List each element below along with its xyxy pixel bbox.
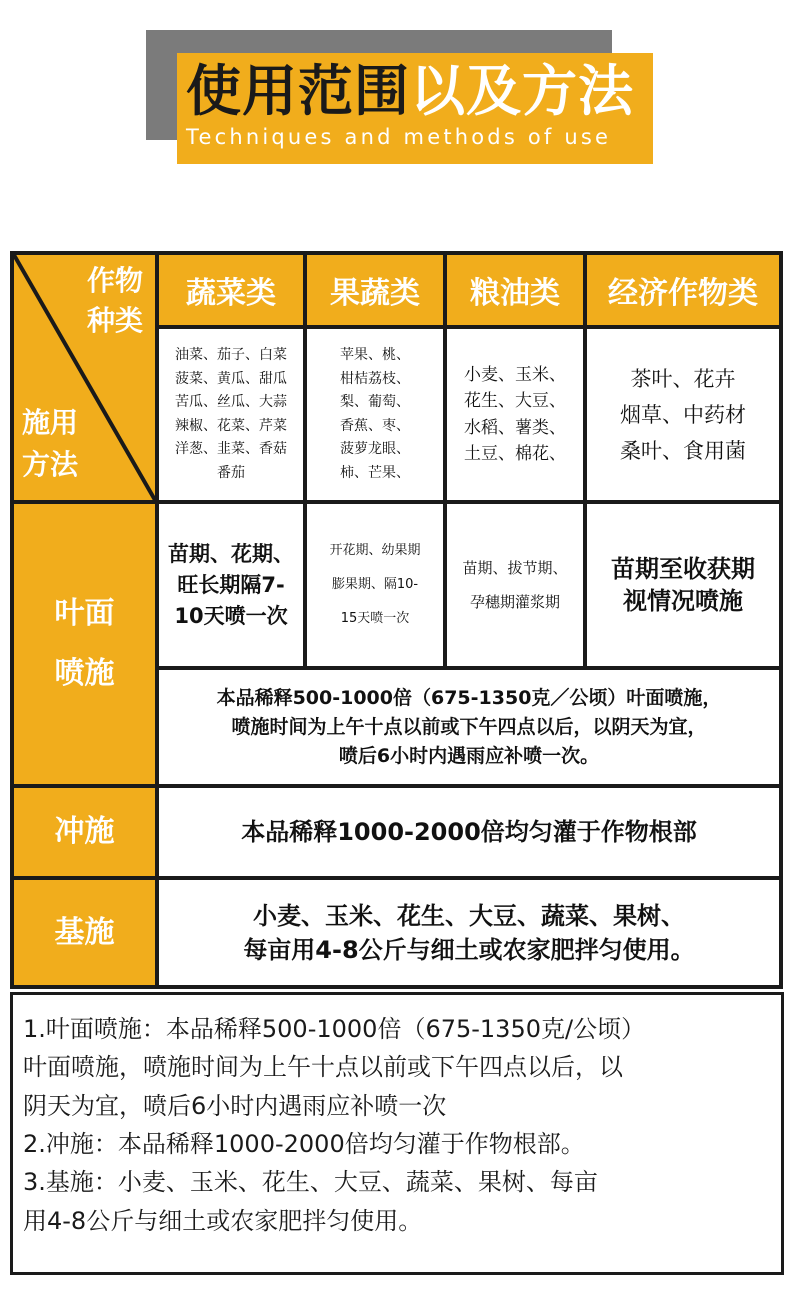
note-line-5: 3.基施：小麦、玉米、花生、大豆、蔬菜、果树、每亩 — [23, 1168, 598, 1196]
timing-line: 孕穗期灌浆期 — [469, 593, 560, 611]
usage-notes-box — [10, 992, 784, 1275]
crop-list-line: 桑叶、食用菌 — [620, 438, 746, 463]
timing-line: 苗期、花期、 — [168, 541, 294, 566]
note-line-2: 叶面喷施，喷施时间为上午十点以前或下午四点以后，以 — [23, 1053, 623, 1081]
note-line: 本品稀释500-1000倍（675-1350克／公顷）叶面喷施， — [216, 686, 722, 709]
timing-line: 膨果期、隔10- — [331, 577, 419, 592]
crop-list-line: 梨、葡萄、 — [340, 394, 410, 410]
crop-list-cash-crops — [587, 329, 779, 500]
note-line-3: 阴天为宜，喷后6小时内遇雨应补喷一次 — [23, 1092, 447, 1120]
timing-line: 开花期、幼果期 — [329, 543, 421, 558]
crop-list-line: 洋葱、韭菜、香菇 — [175, 441, 287, 457]
timing-line: 苗期至收获期 — [611, 555, 755, 583]
crop-list-line: 柿、芒果、 — [340, 464, 410, 481]
category-header-vegetables: 蔬菜类 — [159, 255, 303, 325]
timing-line: 苗期、拔节期、 — [462, 559, 568, 577]
foliar-timing-cash-crops — [587, 504, 779, 666]
timing-line: 视情况喷施 — [623, 587, 743, 615]
crop-list-line: 番茄 — [217, 464, 245, 481]
crop-list-grain-oil — [447, 329, 583, 500]
crop-list-line: 茶叶、花卉 — [630, 366, 736, 391]
method-flush-application: 冲施 — [14, 788, 155, 876]
foliar-timing-fruit-vegetables — [307, 504, 443, 666]
category-header-cash-crops: 经济作物类 — [587, 255, 779, 325]
note-line-1: 1.叶面喷施：本品稀释500-1000倍（675-1350克/公顷） — [23, 1015, 646, 1043]
timing-line: 15天喷一次 — [340, 611, 410, 626]
base-text-line: 小麦、玉米、花生、大豆、蔬菜、果树、 — [252, 901, 685, 930]
crop-list-line: 柑桔荔枝、 — [340, 370, 410, 387]
crop-list-line: 土豆、棉花、 — [464, 444, 566, 464]
note-line-4: 2.冲施：本品稀释1000-2000倍均匀灌于作物根部。 — [23, 1130, 585, 1158]
page-subtitle: Techniques and methods of use — [186, 125, 612, 149]
crop-list-line: 烟草、中药材 — [620, 402, 746, 427]
method-label-line: 方法 — [22, 448, 79, 481]
timing-line: 10天喷一次 — [174, 603, 288, 628]
crop-list-line: 小麦、玉米、 — [464, 364, 566, 385]
corner-header-cell — [14, 255, 155, 500]
crop-list-line: 菠菜、黄瓜、甜瓜 — [175, 370, 287, 387]
timing-line: 旺长期隔7- — [177, 572, 285, 597]
crop-list-line: 油菜、茄子、白菜 — [175, 347, 287, 363]
crop-list-line: 苹果、桃、 — [340, 347, 410, 363]
page-title — [186, 56, 656, 126]
crop-list-line: 花生、大豆、 — [464, 391, 566, 411]
note-line-6: 用4-8公斤与细土或农家肥拌匀使用。 — [23, 1207, 423, 1235]
foliar-timing-grain-oil — [447, 504, 583, 666]
usage-table — [10, 251, 783, 989]
category-header-grain-oil: 粮油类 — [447, 255, 583, 325]
title-part-dark: 使用范围 — [186, 59, 411, 123]
crop-list-line: 水稻、薯类、 — [464, 417, 566, 438]
method-label-line: 施用 — [22, 406, 79, 439]
method-label-line: 喷施 — [54, 656, 115, 691]
method-base-application: 基施 — [14, 880, 155, 985]
flush-application-text: 本品稀释1000-2000倍均匀灌于作物根部 — [159, 788, 779, 876]
method-foliar-spray — [14, 504, 155, 784]
crop-list-line: 苦瓜、丝瓜、大蒜 — [175, 394, 287, 410]
crop-list-vegetables — [159, 329, 303, 500]
foliar-spray-note — [159, 670, 779, 784]
method-label — [22, 402, 78, 486]
note-line: 喷施时间为上午十点以前或下午四点以后，以阴天为宜， — [231, 715, 707, 738]
crop-list-line: 菠萝龙眼、 — [340, 441, 410, 457]
crop-type-label-line: 种类 — [86, 304, 143, 337]
crop-list-fruit-vegetables — [307, 329, 443, 500]
crop-list-line: 辣椒、花菜、芹菜 — [175, 417, 287, 434]
title-part-light: 以及方法 — [410, 59, 635, 123]
note-line: 喷后6小时内遇雨应补喷一次。 — [338, 744, 600, 767]
crop-type-label — [87, 261, 143, 341]
base-text-line: 每亩用4-8公斤与细土或农家肥拌匀使用。 — [243, 935, 695, 964]
crop-list-line: 香蕉、枣、 — [340, 417, 410, 434]
crop-type-label-line: 作物 — [86, 264, 143, 297]
method-label-line: 叶面 — [54, 596, 115, 631]
foliar-timing-vegetables — [159, 504, 303, 666]
base-application-text — [159, 880, 779, 985]
category-header-fruit-vegetables: 果蔬类 — [307, 255, 443, 325]
